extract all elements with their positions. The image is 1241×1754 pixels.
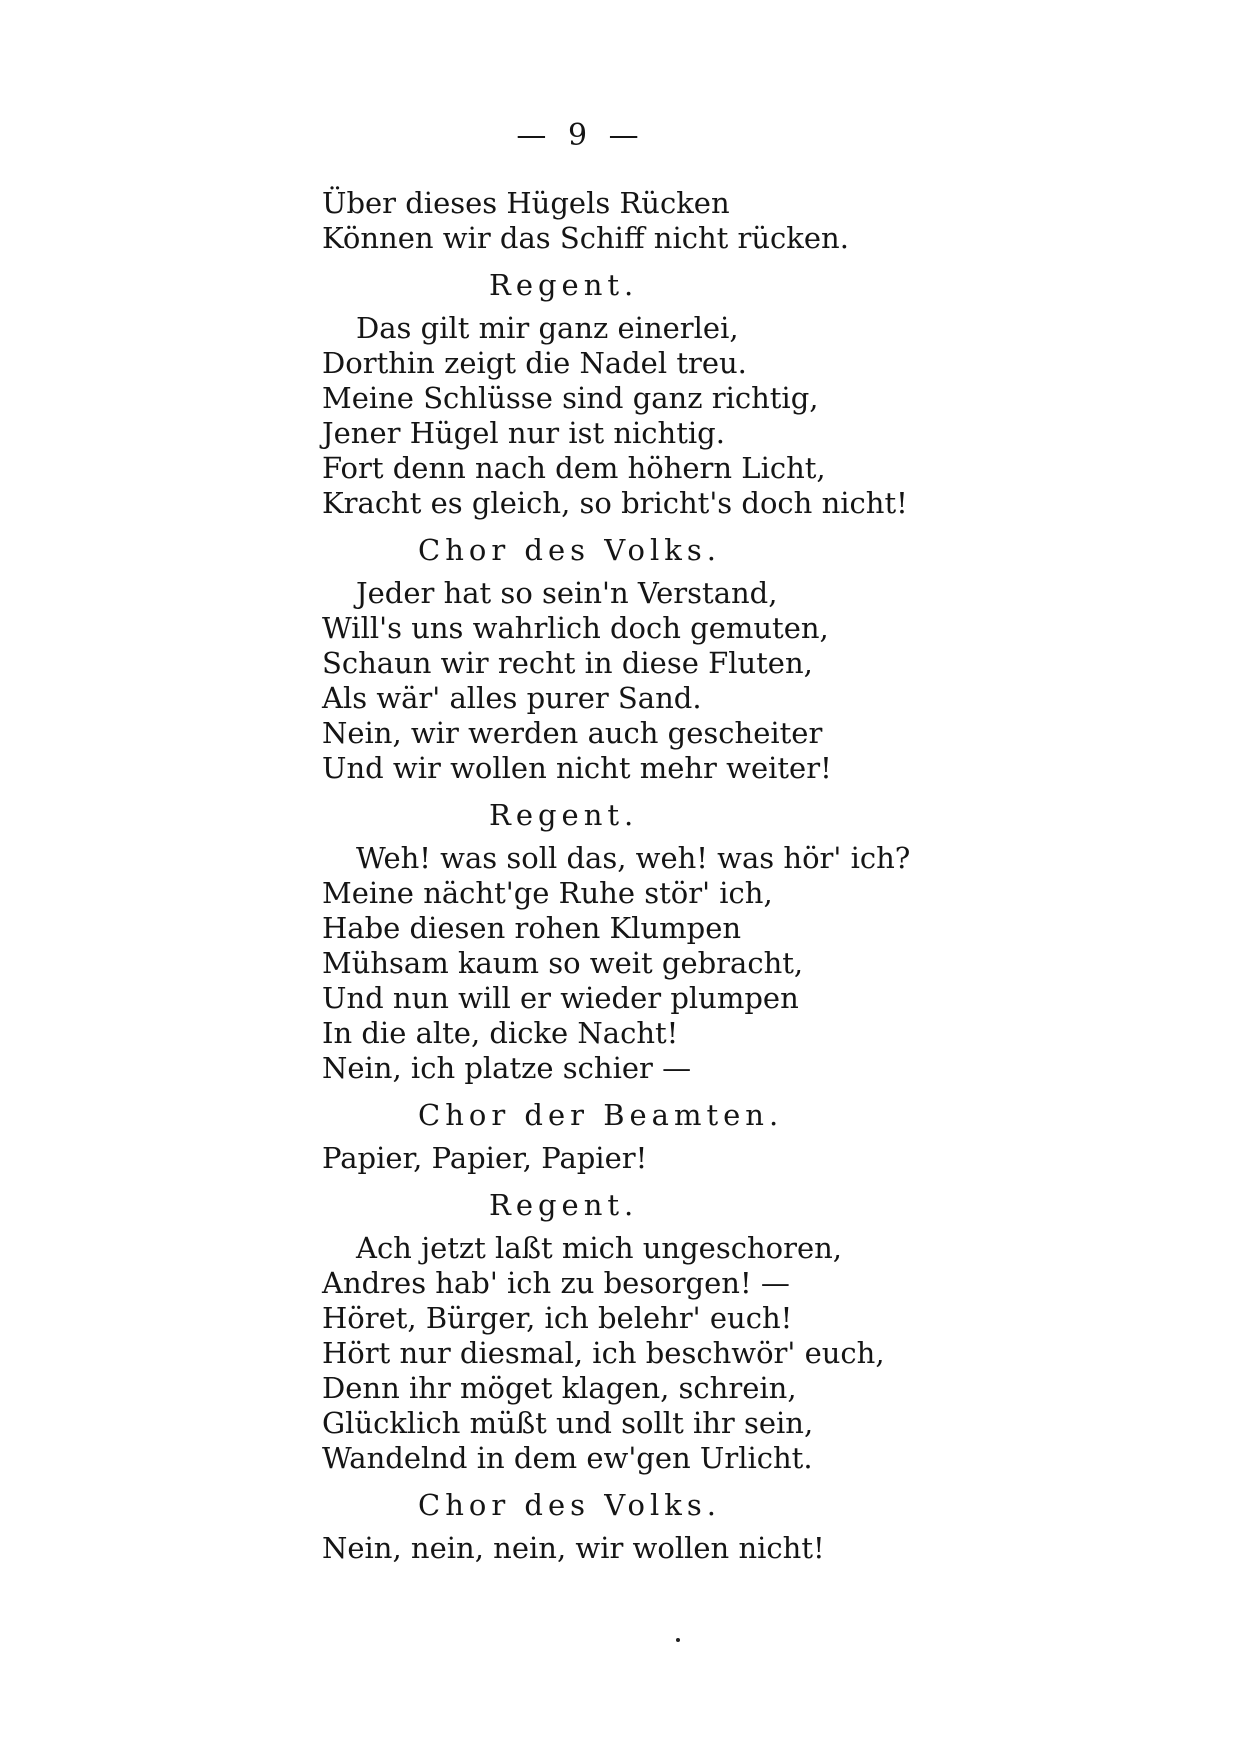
- speaker-heading: Regent.: [489, 1188, 639, 1222]
- verse-line: Jener Hügel nur ist nichtig.: [322, 416, 725, 450]
- page-number: — 9 —: [516, 118, 645, 153]
- verse-line: Höret, Bürger, ich belehr' euch!: [322, 1301, 793, 1335]
- verse-line: Will's uns wahrlich doch gemuten,: [322, 611, 829, 645]
- speaker-heading: Chor des Volks.: [418, 1488, 721, 1522]
- verse-text: [322, 186, 1102, 1566]
- verse-section: [322, 533, 1102, 786]
- verse-line: Hört nur diesmal, ich beschwör' euch,: [322, 1336, 885, 1370]
- verse-line: Dorthin zeigt die Nadel treu.: [322, 346, 747, 380]
- verse-line: Können wir das Schiff nicht rücken.: [322, 221, 849, 255]
- speaker-heading: Chor des Volks.: [418, 533, 721, 567]
- verse-line: Habe diesen rohen Klumpen: [322, 911, 742, 945]
- stray-dot: [676, 1638, 680, 1642]
- verse-line: Weh! was soll das, weh! was hör' ich?: [356, 841, 911, 875]
- verse-line: Schaun wir recht in diese Fluten,: [322, 646, 813, 680]
- verse-line: Mühsam kaum so weit gebracht,: [322, 946, 804, 980]
- verse-line: Wandelnd in dem ew'gen Urlicht.: [322, 1441, 813, 1475]
- verse-line: Jeder hat so sein'n Verstand,: [356, 576, 778, 610]
- verse-section: [322, 1188, 1102, 1476]
- verse-line: Nein, nein, nein, wir wollen nicht!: [322, 1531, 825, 1565]
- verse-section: [322, 1488, 1102, 1566]
- verse-line: Und nun will er wieder plumpen: [322, 981, 799, 1015]
- verse-section: [322, 798, 1102, 1086]
- speaker-heading: Chor der Beamten.: [418, 1098, 784, 1132]
- verse-section: [322, 186, 1102, 256]
- verse-line: Denn ihr möget klagen, schrein,: [322, 1371, 797, 1405]
- verse-line: Und wir wollen nicht mehr weiter!: [322, 751, 832, 785]
- speaker-heading: Regent.: [489, 798, 639, 832]
- verse-line: Glücklich müßt und sollt ihr sein,: [322, 1406, 814, 1440]
- verse-line: Meine Schlüsse sind ganz richtig,: [322, 381, 819, 415]
- verse-line: Papier, Papier, Papier!: [322, 1141, 648, 1175]
- verse-line: Das gilt mir ganz einerlei,: [356, 311, 739, 345]
- verse-line: Kracht es gleich, so bricht's doch nicht!: [322, 486, 908, 520]
- verse-line: Als wär' alles purer Sand.: [322, 681, 702, 715]
- speaker-heading: Regent.: [489, 268, 639, 302]
- verse-line: Nein, wir werden auch gescheiter: [322, 716, 823, 750]
- verse-line: In die alte, dicke Nacht!: [322, 1016, 679, 1050]
- verse-line: Meine nächt'ge Ruhe stör' ich,: [322, 876, 773, 910]
- verse-line: Über dieses Hügels Rücken: [322, 186, 730, 220]
- verse-line: Ach jetzt laßt mich ungeschoren,: [356, 1231, 843, 1265]
- verse-section: [322, 1098, 1102, 1176]
- verse-line: Fort denn nach dem höhern Licht,: [322, 451, 826, 485]
- verse-line: Nein, ich platze schier —: [322, 1051, 692, 1085]
- verse-line: Andres hab' ich zu besorgen! —: [322, 1266, 790, 1300]
- verse-section: [322, 268, 1102, 521]
